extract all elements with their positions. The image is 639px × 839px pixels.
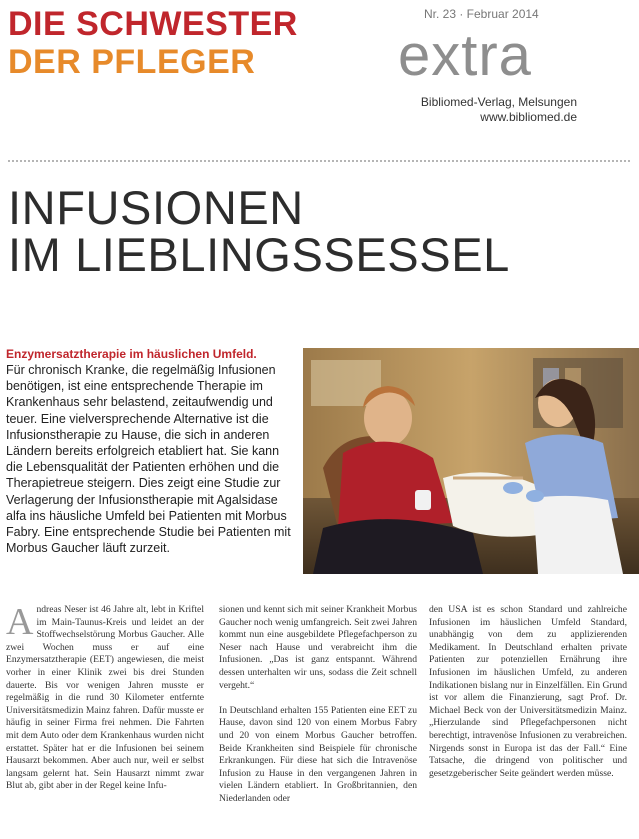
headline-line1: INFUSIONEN bbox=[8, 181, 304, 234]
magazine-title-line2: DER PFLEGER bbox=[8, 43, 256, 81]
lead-title: Enzymersatztherapie im häuslichen Umfeld. bbox=[6, 347, 257, 361]
lead-block bbox=[6, 346, 296, 556]
column-2-text: sionen und kennt sich mit seiner Krankheit Morbus Gaucher noch wenig umfangreich. Seit zwei Jahren kommt nun eine ausgebildete Pflegefachperson zu Neser nach Hause und verabreicht ihm die Infusionen. „Das ist ganz entspannt. Während dessen unterhalten wir uns, sodass die Zeit schnell vergeht.“ In Deutschland erhalten 155 Patienten eine EET zu Hause, davon sind 120 von einem Morbus Fabry und 20 von einem Morbus Gaucher betroffen. Beide Krankheiten sind Beispiele für chronische Erkrankungen. Für diese hat sich die Intravenöse Infusion zu Hause in den vergangenen Jahren in vielen Ländern etabliert. In Großbritannien, den Niederlanden oder bbox=[219, 604, 417, 804]
publisher-name: Bibliomed-Verlag, Melsungen bbox=[420, 95, 577, 109]
article-photo bbox=[303, 348, 639, 574]
body-column-2 bbox=[219, 604, 417, 806]
dotted-divider bbox=[8, 160, 630, 162]
article-headline bbox=[8, 181, 510, 281]
body-column-1 bbox=[6, 601, 204, 793]
issue-info: Nr. 23 · Februar 2014 bbox=[424, 7, 539, 21]
publisher-info bbox=[421, 95, 577, 125]
column-3-text: den USA ist es schon Standard und zahlreiche Infusionen im häuslichen Umfeld Standard, unabhängig von dem zu applizierenden Medikament. In Deutschland erhalten private Patienten zur potenziellen Ernährung ihre Infusionen im häuslichen Umfeld, zu anderen Indikationen bislang nur in Einzelfällen. Ein Grund ist vor allem die Finanzierung, sagt Prof. Dr. Michael Beck von der Universitätsmedizin Mainz. „Hierzulande sind Pflegefachpersonen nicht berechtigt, intravenöse Infusionen zu verabreichen. Nirgends sonst in Europa ist das der Fall.“ Eine Tatsache, die dringend von politischer und gesetzgeberischer Seite geändert werden müsse. bbox=[429, 604, 627, 779]
headline-line2: IM LIEBLINGSSESSEL bbox=[8, 228, 510, 281]
publisher-website: www.bibliomed.de bbox=[480, 110, 577, 124]
extra-label: extra bbox=[398, 23, 532, 88]
magazine-title-line1: DIE SCHWESTER bbox=[8, 5, 298, 43]
body-column-3 bbox=[429, 604, 627, 780]
column-1-text: ndreas Neser ist 46 Jahre alt, lebt in Kriftel im Main-Taunus-Kreis und leidet an der Stoffwechselstörung Morbus Gaucher. Alle zwei Wochen muss er auf eine Enzymersatztherapie (EET) angewiesen, die meist vorher in einer Klinik zwei bis drei Stunden dauerte. Bis vor wenigen Jahren musste er regelmäßig in die rund 30 Kilometer entfernte Universitätsmedizin Mainz fahren. Dafür musste er häufig in seiner Firma frei nehmen. Die Fahrten mit dem Auto oder dem Krankenhaus wurden nicht erstattet. Später hat er die Infusionen bei seinem Hausarzt bekommen. Aber auch nur, weil er selbst langsam gelernt hat. Sein Hausarzt nimmt zwar Blut ab, gibt aber in der Regel keine Infu- bbox=[6, 604, 204, 792]
drop-cap: A bbox=[6, 601, 34, 643]
masthead bbox=[0, 0, 639, 150]
lead-text: Für chronisch Kranke, die regelmäßig Infusionen benötigen, ist eine entsprechende Therapie im Krankenhaus sehr belastend, zeitaufwendig und teuer. Eine vielversprechende Alternative ist die Infusionstherapie zu Hause, die sich in anderen Ländern bereits erfolgreich etabliert hat. Sie kann die Lebensqualität der Patienten erhöhen und die Therapietreue steigern. Dies zeigt eine Studie zur Verlagerung der Infusionstherapie mit Agalsidase alfa ins häusliche Umfeld bei Patienten mit Morbus Fabry. Eine entsprechende Studie bei Patienten mit Morbus Gaucher läuft zurzeit. bbox=[6, 363, 291, 556]
